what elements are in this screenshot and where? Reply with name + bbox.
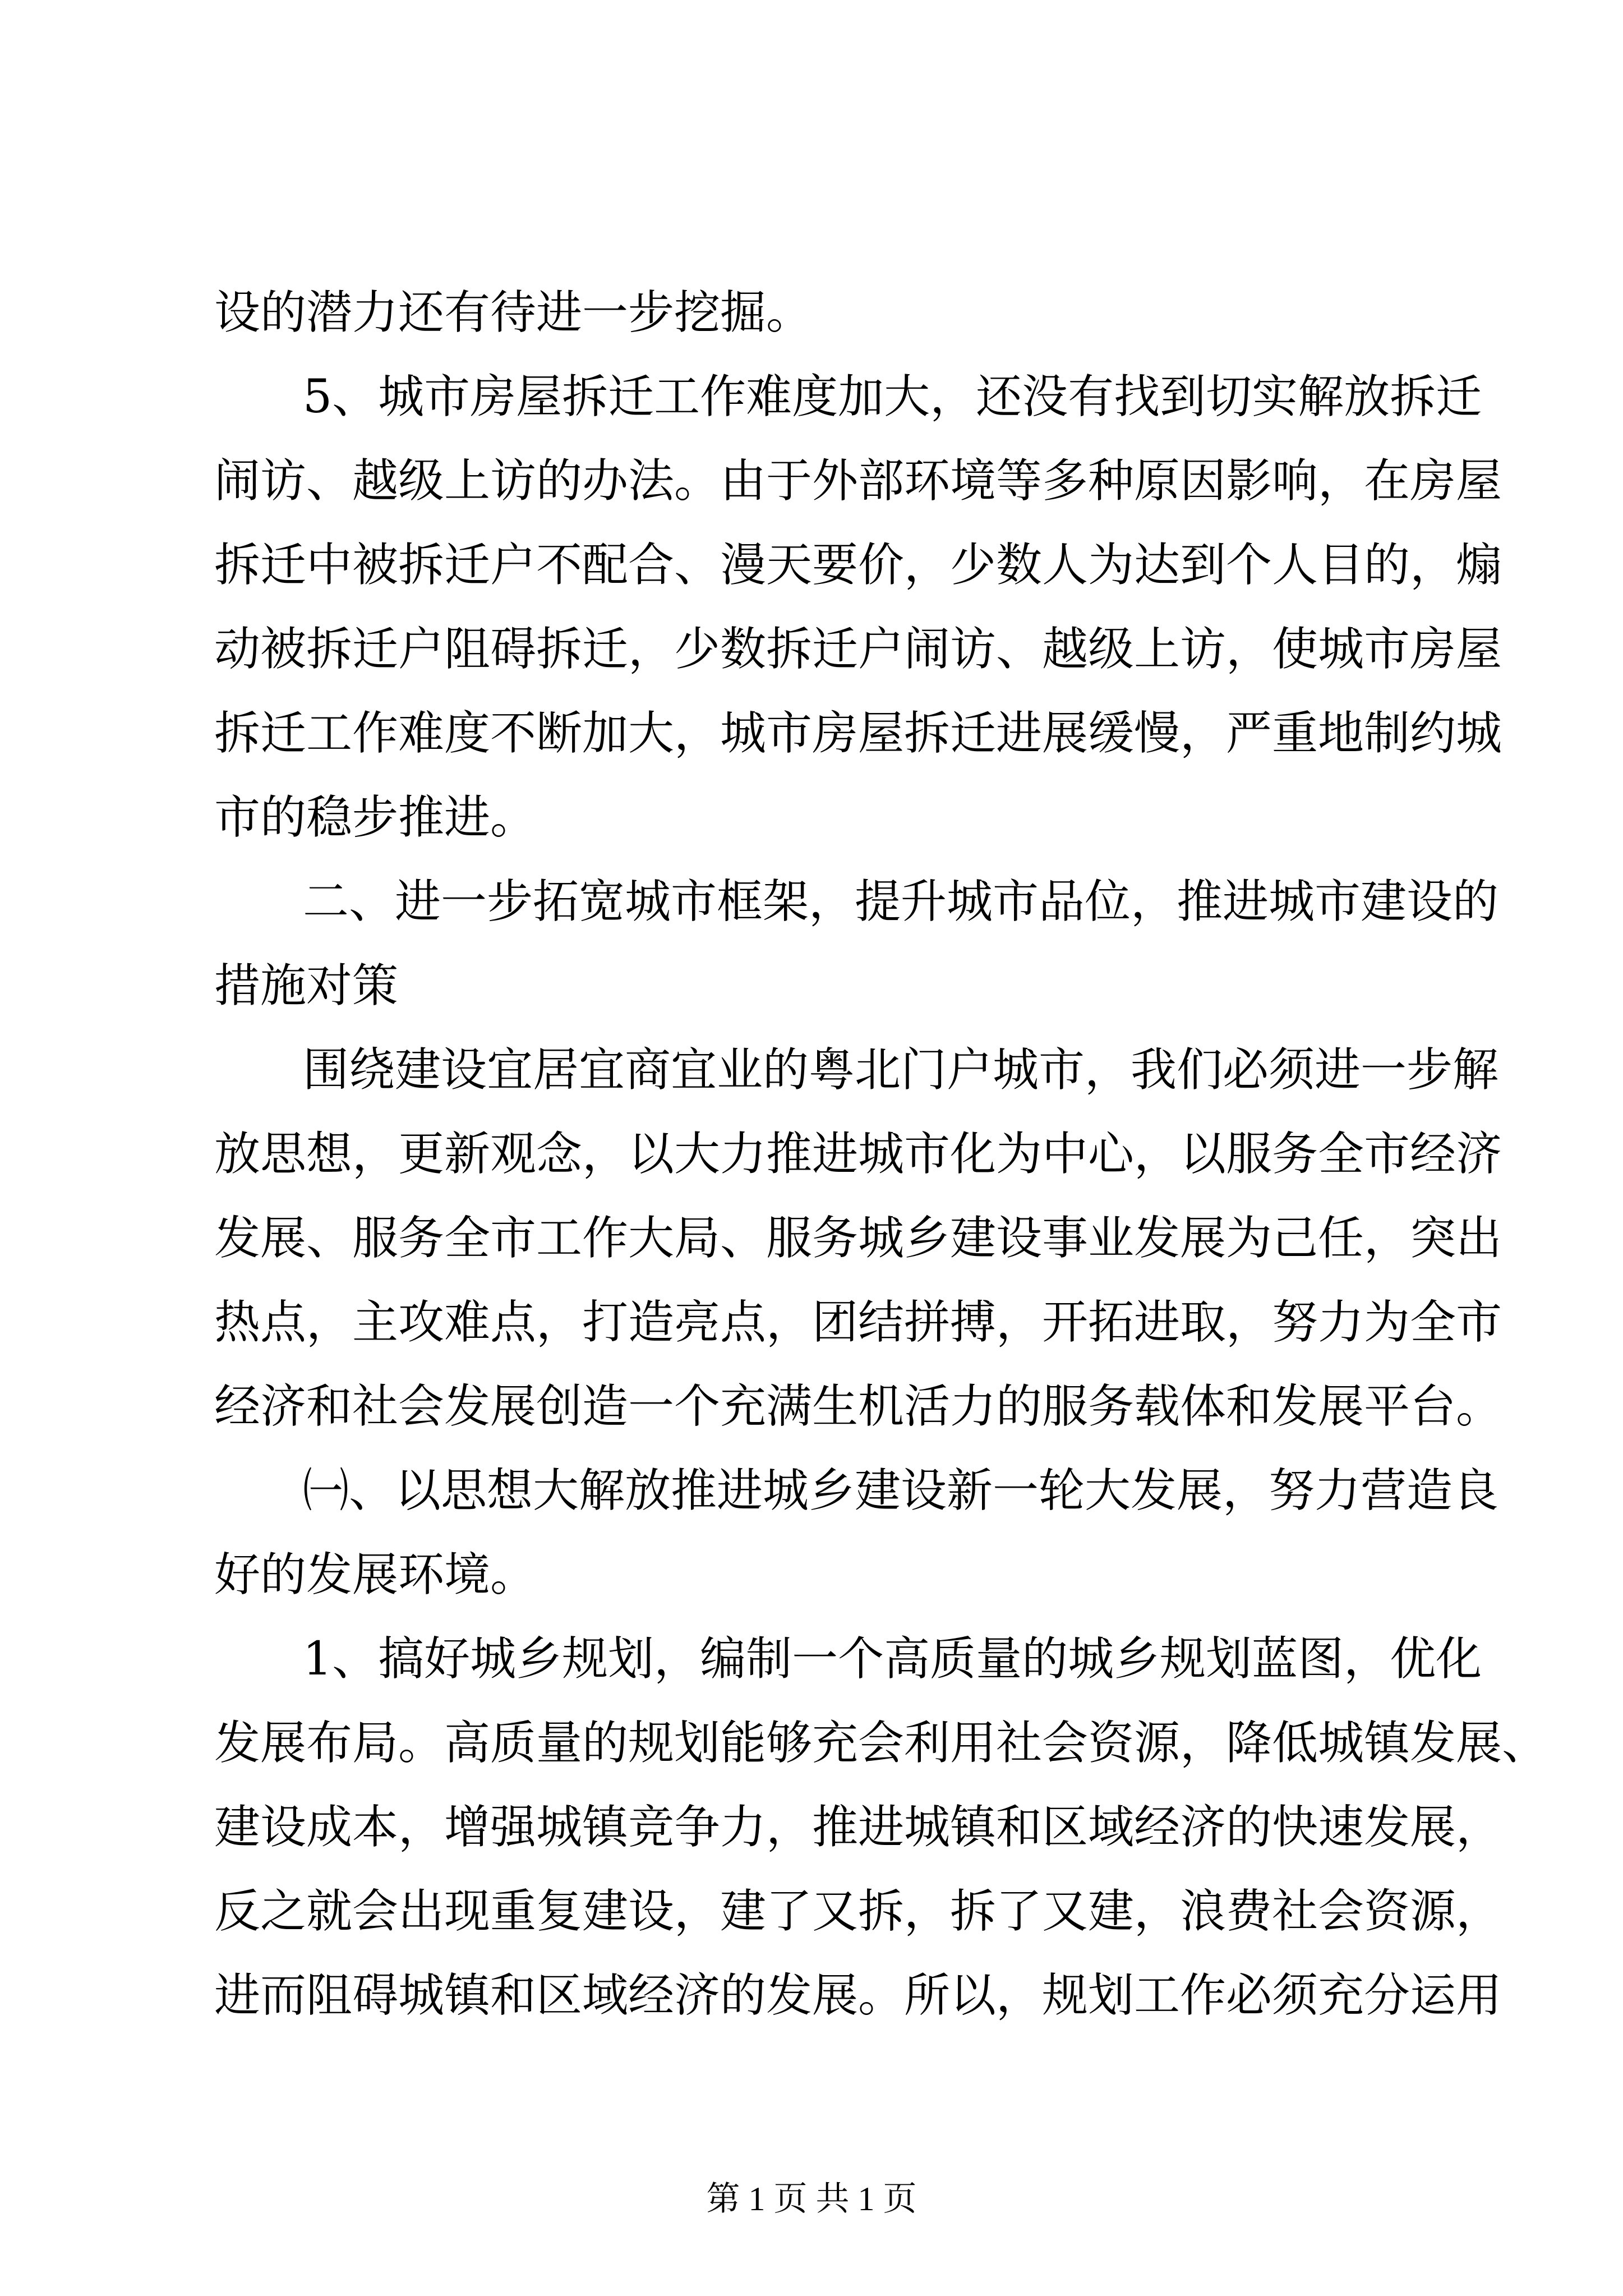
paragraph-first-line: 1、搞好城乡规划，编制一个高质量的城乡规划蓝图，优化 bbox=[303, 1632, 1482, 1686]
body-line: 闹访、越级上访的办法。由于外部环境等多种原因影响，在房屋 bbox=[214, 454, 1502, 508]
section-heading: 二、进一步拓宽城市框架，提升城市品位，推进城市建设的 bbox=[303, 875, 1499, 928]
subsection-heading: ㈠、以思想大解放推进城乡建设新一轮大发展，努力营造良 bbox=[303, 1464, 1499, 1517]
body-line: 热点，主攻难点，打造亮点，团结拼搏，开拓进取，努力为全市 bbox=[214, 1296, 1502, 1349]
body-line: 动被拆迁户阻碍拆迁，少数拆迁户闹访、越级上访，使城市房屋 bbox=[214, 623, 1502, 676]
body-line: 放思想，更新观念，以大力推进城市化为中心，以服务全市经济 bbox=[214, 1128, 1502, 1181]
paragraph-first-line: 5、城市房屋拆迁工作难度加大，还没有找到切实解放拆迁 bbox=[303, 370, 1482, 424]
page-footer: 第 1 页 共 1 页 bbox=[706, 2180, 917, 2217]
body-line: 拆迁工作难度不断加大，城市房屋拆迁进展缓慢，严重地制约城 bbox=[214, 707, 1502, 760]
section-heading-continued: 措施对策 bbox=[214, 959, 399, 1013]
body-line: 建设成本，增强城镇竞争力，推进城镇和区域经济的快速发展， bbox=[214, 1801, 1502, 1854]
body-line: 拆迁中被拆迁户不配合、漫天要价，少数人为达到个人目的，煽 bbox=[214, 539, 1502, 592]
paragraph-first-line: 围绕建设宜居宜商宜业的粤北门户城市，我们必须进一步解 bbox=[303, 1043, 1499, 1097]
body-line: 市的稳步推进。 bbox=[214, 791, 537, 844]
body-line: 设的潜力还有待进一步挖掘。 bbox=[214, 286, 813, 339]
body-line: 发展、服务全市工作大局、服务城乡建设事业发展为己任，突出 bbox=[214, 1212, 1502, 1265]
body-line: 进而阻碍城镇和区域经济的发展。所以，规划工作必须充分运用 bbox=[214, 1969, 1502, 2022]
body-line: 反之就会出现重复建设，建了又拆，拆了又建，浪费社会资源， bbox=[214, 1885, 1502, 1938]
subsection-heading-continued: 好的发展环境。 bbox=[214, 1548, 537, 1602]
body-line: 发展布局。高质量的规划能够充会利用社会资源，降低城镇发展、 bbox=[214, 1717, 1548, 1770]
body-line: 经济和社会发展创造一个充满生机活力的服务载体和发展平台。 bbox=[214, 1380, 1502, 1433]
